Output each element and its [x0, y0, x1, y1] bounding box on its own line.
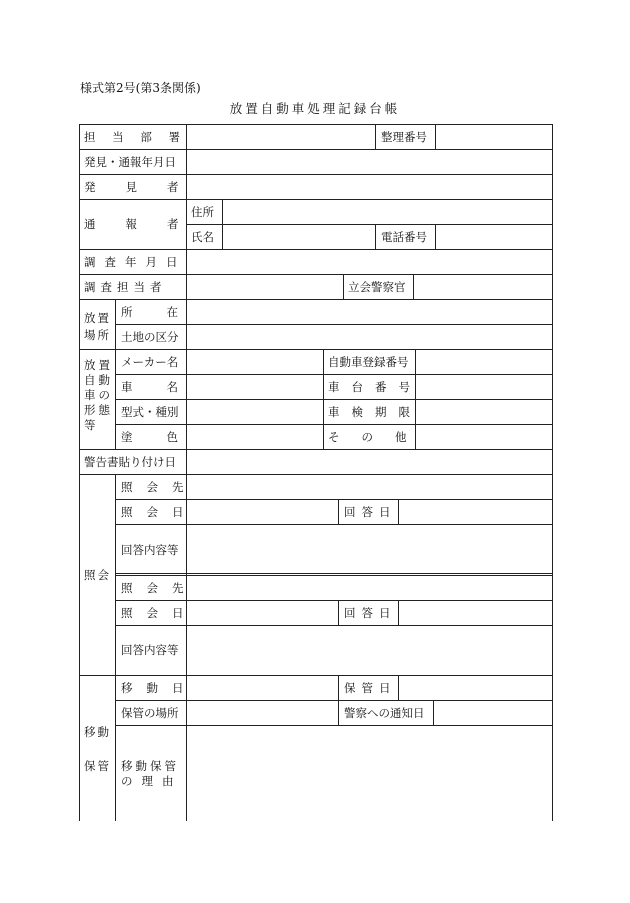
row-divider [79, 249, 553, 250]
label-line: 放置 [84, 358, 113, 372]
label-answer-content: 回答内容等 [121, 543, 179, 557]
label-land-type: 土地の区分 [121, 330, 179, 344]
label-char: 部 [140, 130, 152, 144]
label-survey-date: 調査年月日 [84, 255, 187, 269]
label-inspection-period: 車検期限 [328, 405, 422, 419]
col-divider [398, 675, 399, 700]
row-divider [79, 675, 553, 676]
row-divider [115, 725, 553, 726]
label-answer-date: 回答日 [344, 505, 397, 519]
label-location-group-1: 放置 [84, 311, 111, 325]
label-warning-date: 警告書貼り付け日 [84, 455, 176, 469]
row-divider [115, 424, 553, 425]
label-move-date: 移動日 [121, 681, 198, 695]
row-divider [79, 174, 553, 175]
document-title: 放置自動車処理記録台帳 [229, 101, 401, 116]
row-divider [115, 625, 553, 626]
row-divider-double [115, 573, 553, 574]
row-divider [79, 474, 553, 475]
form-number-label: 様式第2号(第3条関係) [80, 81, 201, 95]
col-divider [115, 474, 116, 821]
label-other: その他 [328, 430, 429, 444]
col-divider [338, 499, 339, 524]
row-divider [79, 299, 553, 300]
label-chassis-number: 車台番号 [328, 380, 422, 394]
col-divider [552, 124, 553, 821]
label-move-group-2: 保管 [84, 759, 111, 773]
label-serial-number: 整理番号 [381, 130, 427, 144]
label-discovery-date: 発見・通報年月日 [84, 155, 176, 169]
label-department [84, 130, 180, 144]
label-inquiry-to-2: 照会先 [121, 581, 198, 595]
label-plate-number: 自動車登録番号 [328, 355, 409, 369]
label-char: 署 [168, 130, 180, 144]
label-inquiry-to: 照会先 [121, 480, 198, 494]
row-divider [79, 449, 553, 450]
label-vehicle-group [84, 358, 113, 433]
row-divider [186, 224, 553, 225]
col-divider [79, 124, 80, 821]
col-divider [338, 600, 339, 625]
label-line: 自動 [84, 373, 113, 387]
col-divider [435, 124, 436, 149]
col-divider [115, 299, 116, 449]
col-divider [413, 274, 414, 299]
label-answer-content-2: 回答内容等 [121, 643, 179, 657]
label-location: 所在 [121, 305, 212, 319]
label-maker: メーカー名 [121, 355, 179, 369]
row-divider [79, 349, 553, 350]
col-divider [222, 199, 223, 249]
label-reporter: 通報者 [84, 217, 209, 231]
row-divider [79, 124, 553, 125]
label-inquiry-date: 照会日 [121, 505, 198, 519]
label-inquiry-date-2: 照会日 [121, 606, 198, 620]
label-witness-officer: 立会警察官 [348, 280, 406, 294]
label-address: 住所 [191, 205, 214, 219]
col-divider [375, 224, 376, 249]
label-char: 当 [112, 130, 124, 144]
label-char: 担 [84, 130, 96, 144]
col-divider [338, 675, 339, 725]
label-police-notice-date: 警察への通知日 [344, 706, 425, 720]
label-line: 等 [84, 418, 96, 432]
label-move-group-1: 移動 [84, 725, 111, 739]
label-line: 形態 [84, 403, 113, 417]
col-divider [435, 224, 436, 249]
label-answer-date-2: 回答日 [344, 606, 397, 620]
row-divider [115, 524, 553, 525]
col-divider [398, 499, 399, 524]
label-line: 車の [84, 388, 113, 402]
label-model-type: 型式・種別 [121, 405, 179, 419]
col-divider [375, 124, 376, 149]
row-divider [115, 499, 553, 500]
label-survey-staff: 調査担当者 [84, 280, 167, 294]
label-name: 氏名 [191, 230, 214, 244]
label-car-name: 車名 [121, 380, 212, 394]
col-divider [398, 600, 399, 625]
label-move-reason-1: 移動保管 [121, 759, 179, 773]
row-divider-double [115, 575, 553, 576]
row-divider [115, 700, 553, 701]
col-divider [433, 700, 434, 725]
col-divider [343, 274, 344, 299]
row-divider [115, 324, 553, 325]
label-move-reason-2: の理由 [121, 774, 183, 788]
row-divider [115, 374, 553, 375]
row-divider [115, 600, 553, 601]
label-inquiry-group: 照会 [84, 568, 111, 582]
row-divider [79, 199, 553, 200]
row-divider [79, 274, 553, 275]
row-divider [115, 399, 553, 400]
label-location-group-2: 場所 [84, 328, 111, 342]
label-storage-date: 保管日 [344, 681, 397, 695]
label-paint-color: 塗色 [121, 430, 212, 444]
label-discoverer: 発見者 [84, 180, 209, 194]
row-divider [79, 149, 553, 150]
label-storage-place: 保管の場所 [121, 706, 179, 720]
label-phone: 電話番号 [381, 230, 427, 244]
col-divider [323, 349, 324, 449]
